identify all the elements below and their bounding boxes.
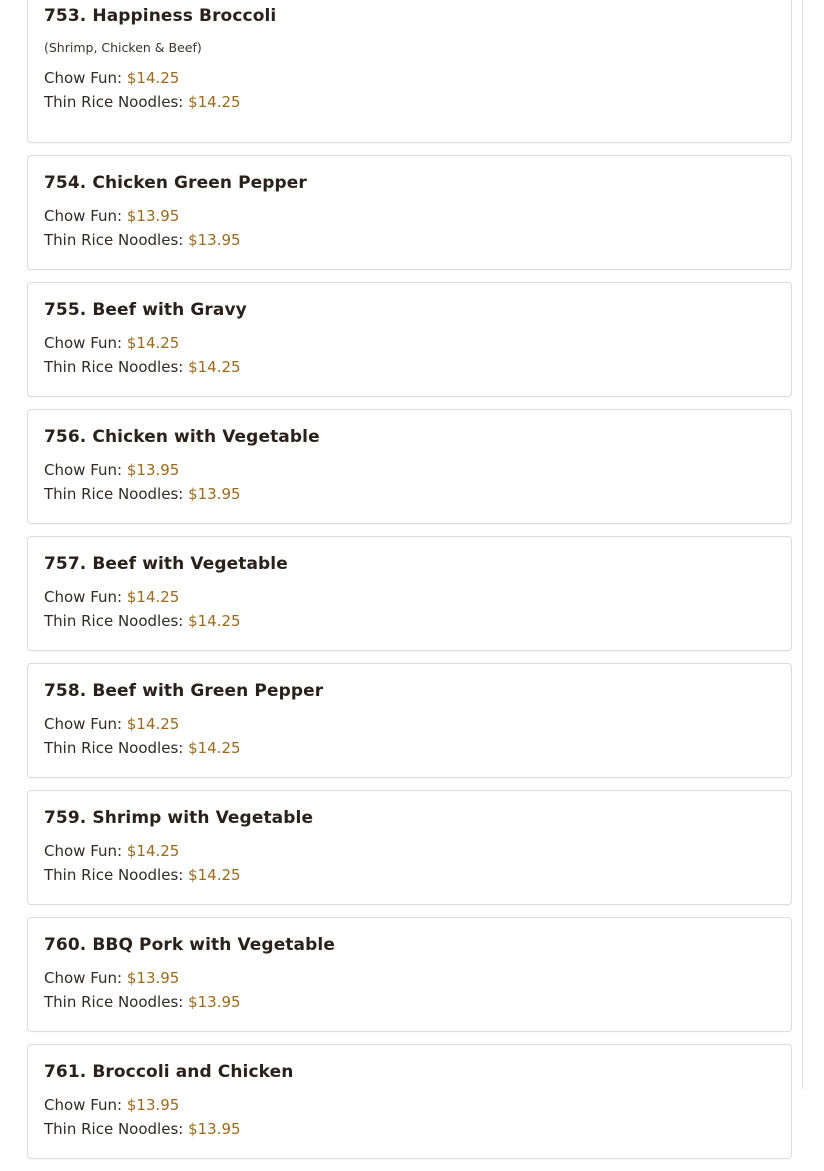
option-price: $14.25 [188,739,241,757]
option-label: Chow Fun: [44,207,123,225]
menu-item-card[interactable] [27,536,792,651]
menu-item-card[interactable] [27,409,792,524]
option-price: $14.25 [126,588,180,606]
option-label: Thin Rice Noodles: [44,866,184,884]
menu-item-card[interactable] [27,155,792,270]
option-price: $13.95 [126,969,180,987]
item-title: 754. Chicken Green Pepper [44,173,307,193]
option-label: Thin Rice Noodles: [44,358,184,376]
option-label: Thin Rice Noodles: [44,485,184,503]
item-title: 760. BBQ Pork with Vegetable [44,935,335,955]
option-label: Chow Fun: [44,461,123,479]
option-price: $13.95 [188,1120,241,1138]
item-title: 757. Beef with Vegetable [44,554,288,574]
option-price: $13.95 [126,461,180,479]
price-option-thin-rice-noodles[interactable] [44,231,241,249]
option-label: Chow Fun: [44,588,123,606]
price-option-chow-fun[interactable] [44,69,179,87]
option-label: Chow Fun: [44,69,123,87]
option-price: $14.25 [188,93,241,111]
price-option-chow-fun[interactable] [44,461,179,479]
option-label: Thin Rice Noodles: [44,1120,184,1138]
option-label: Chow Fun: [44,334,123,352]
option-price: $14.25 [188,358,241,376]
price-option-chow-fun[interactable] [44,842,179,860]
menu-item-list [27,0,792,1171]
price-option-thin-rice-noodles[interactable] [44,866,241,884]
item-subtitle: (Shrimp, Chicken & Beef) [44,40,202,55]
menu-item-card[interactable] [27,0,792,143]
item-title: 755. Beef with Gravy [44,300,247,320]
item-title: 759. Shrimp with Vegetable [44,808,314,828]
menu-item-card[interactable] [27,790,792,905]
item-title: 761. Broccoli and Chicken [44,1062,294,1082]
option-price: $13.95 [188,231,241,249]
item-title: 753. Happiness Broccoli [44,6,277,26]
menu-item-card[interactable] [27,917,792,1032]
price-option-thin-rice-noodles[interactable] [44,358,241,376]
option-label: Chow Fun: [44,715,123,733]
option-label: Thin Rice Noodles: [44,739,184,757]
item-title: 758. Beef with Green Pepper [44,681,324,701]
option-price: $14.25 [126,842,180,860]
price-option-thin-rice-noodles[interactable] [44,612,241,630]
menu-item-card[interactable] [27,663,792,778]
price-option-chow-fun[interactable] [44,588,179,606]
option-price: $14.25 [126,334,180,352]
price-option-thin-rice-noodles[interactable] [44,1120,241,1138]
price-option-thin-rice-noodles[interactable] [44,993,241,1011]
option-label: Thin Rice Noodles: [44,612,184,630]
price-option-thin-rice-noodles[interactable] [44,485,241,503]
option-label: Chow Fun: [44,1096,123,1114]
option-price: $13.95 [188,485,241,503]
option-price: $14.25 [126,69,180,87]
price-option-chow-fun[interactable] [44,1096,179,1114]
price-option-thin-rice-noodles[interactable] [44,739,241,757]
item-title: 756. Chicken with Vegetable [44,427,320,447]
option-price: $14.25 [188,866,241,884]
option-price: $14.25 [188,612,241,630]
option-label: Thin Rice Noodles: [44,231,184,249]
option-label: Thin Rice Noodles: [44,93,184,111]
option-price: $13.95 [126,1096,180,1114]
option-price: $14.25 [126,715,180,733]
menu-item-card[interactable] [27,1044,792,1159]
price-option-chow-fun[interactable] [44,334,179,352]
menu-item-card[interactable] [27,282,792,397]
price-option-chow-fun[interactable] [44,715,179,733]
price-option-thin-rice-noodles[interactable] [44,93,241,111]
price-option-chow-fun[interactable] [44,207,179,225]
option-label: Chow Fun: [44,969,123,987]
option-price: $13.95 [188,993,241,1011]
option-label: Thin Rice Noodles: [44,993,184,1011]
option-label: Chow Fun: [44,842,123,860]
price-option-chow-fun[interactable] [44,969,179,987]
option-price: $13.95 [126,207,180,225]
